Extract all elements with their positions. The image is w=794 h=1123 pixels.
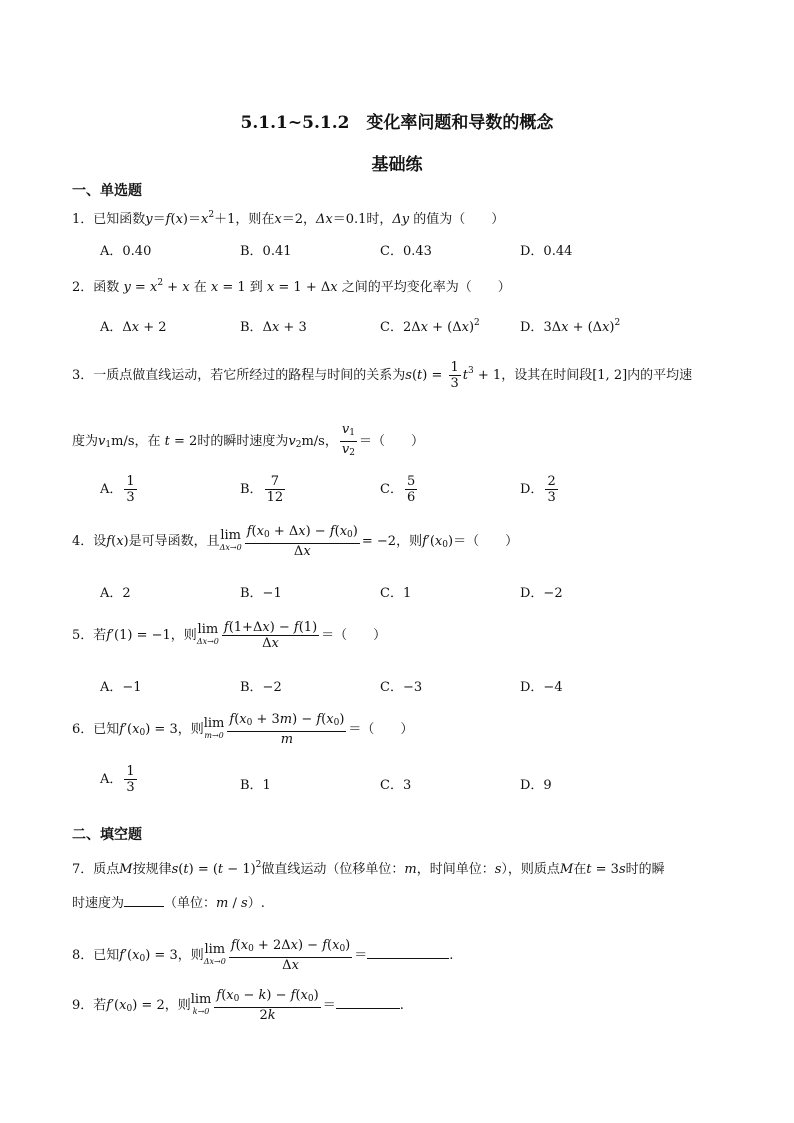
question-number: 6． xyxy=(72,722,94,737)
option-d[interactable]: D．$3\Delta x + (\Delta x)^2$ xyxy=(520,318,621,335)
question-text: ＝（ ） xyxy=(453,534,519,549)
option-d[interactable]: D．−4 xyxy=(520,680,563,695)
question-number: 4． xyxy=(72,534,94,549)
question-text: . xyxy=(449,948,454,963)
question-4: 4．设f(x)是可导函数，且 lim Δx→0 $\frac{f(x_0 + \Delta x) - f(x_0)}{\Delta x}$ = −2，则$f'(x_0)=$（ ） xyxy=(72,524,519,559)
section-heading-single-choice: 一、单选题 xyxy=(72,183,142,199)
question-text: 之间的平均变化率为（ ） xyxy=(341,280,511,295)
question-text: 度为 xyxy=(72,434,99,449)
question-text: ＝（ ） xyxy=(321,628,387,643)
question-1: 1．已知函数$y=f(x)=x^2+1$，则在x＝2，Δx＝0.1时，Δy 的值为（ ） xyxy=(72,210,505,227)
question-text: ＝（ ） xyxy=(358,434,424,449)
question-text: 函数 xyxy=(93,280,120,295)
question-3-line-1: 3．一质点做直线运动，若它所经过的路程与时间的关系为s(t) = $\frac{1}{3}$ $t^3 + 1$，设其在时间段[1, 2]内的平均速 xyxy=(72,360,693,391)
option-a[interactable]: A． $\frac{1}{3}$ xyxy=(100,474,135,505)
question-text: 质点 xyxy=(93,862,120,877)
section-heading-fill-blank: 二、填空题 xyxy=(72,827,142,843)
question-text: 时， xyxy=(366,212,393,227)
question-text: 一质点做直线运动，若它所经过的路程与时间的关系为 xyxy=(93,368,406,383)
question-number: 9． xyxy=(72,998,94,1013)
question-text: 时的瞬时速度为 xyxy=(197,434,289,449)
option-b[interactable]: B．1 xyxy=(240,778,271,793)
question-5: 5．若f′(1) = −1，则 lim Δx→0 $\frac{f(1+\Delta x) - f(1)}{\Delta x}$ ＝（ ） xyxy=(72,620,387,651)
question-text: 到 xyxy=(249,280,263,295)
question-text: 已知函数 xyxy=(93,212,146,227)
question-number: 8． xyxy=(72,948,94,963)
question-text: ，时间单位： xyxy=(416,862,495,877)
option-b[interactable]: B．−1 xyxy=(240,586,282,601)
question-text: 在 xyxy=(193,280,207,295)
question-7-line-1: 7．质点M按规律$s(t) = (t - 1)^2$做直线运动（位移单位：m，时间单位：s），则质点M在t = 3s时的瞬 xyxy=(72,860,665,877)
option-b[interactable]: B． $\frac{7}{12}$ xyxy=(240,474,284,505)
option-c[interactable]: C．$2\Delta x + (\Delta x)^2$ xyxy=(380,318,480,335)
question-text: 内的平均速 xyxy=(627,368,693,383)
question-text: ＝ xyxy=(322,998,336,1013)
question-text: 做直线运动（位移单位： xyxy=(261,862,405,877)
option-c[interactable]: C．3 xyxy=(380,778,412,793)
answer-blank[interactable] xyxy=(124,894,164,907)
option-d[interactable]: D．9 xyxy=(520,778,552,793)
question-text: （单位： xyxy=(164,896,217,911)
question-7-line-2: 时速度为 （单位：m / s）. xyxy=(72,896,265,911)
question-2: 2．函数 $y = x^2 + x$ 在 x = 1 到 x = 1 + Δx 之间的平均变化率为（ ） xyxy=(72,278,511,295)
answer-blank[interactable] xyxy=(336,996,400,1009)
question-text: 在 xyxy=(573,862,587,877)
question-text: ，则 xyxy=(177,722,204,737)
option-b[interactable]: B．0.41 xyxy=(240,244,292,259)
question-text: ，则 xyxy=(177,948,204,963)
option-d[interactable]: D．0.44 xyxy=(520,244,573,259)
option-c[interactable]: C．0.43 xyxy=(380,244,432,259)
question-number: 1． xyxy=(72,212,94,227)
question-number: 3． xyxy=(72,368,94,383)
question-9: 9．若$f'(x_0) = 2$，则 lim k→0 $\frac{f(x_0 - k) - f(x_0)}{2k}$ ＝ . xyxy=(72,988,404,1023)
question-8: 8．已知$f'(x_0) = 3$，则 lim Δx→0 $\frac{f(x_0 + 2\Delta x) - f(x_0)}{\Delta x}$ ＝ . xyxy=(72,938,454,973)
question-text: 设 xyxy=(93,534,107,549)
question-text: ＝ xyxy=(354,948,368,963)
question-number: 7． xyxy=(72,862,94,877)
option-c[interactable]: C．−3 xyxy=(380,680,423,695)
question-6: 6．已知$f'(x_0) = 3$，则 lim m→0 $\frac{f(x_0 + 3m) - f(x_0)}{m}$ ＝（ ） xyxy=(72,712,414,747)
question-3-line-2: 度为$v_1m/s$，在 t = 2时的瞬时速度为$v_2m/s$， $\frac{v_1}{v_2}$ ＝（ ） xyxy=(72,422,424,461)
option-d[interactable]: D．−2 xyxy=(520,586,563,601)
question-text: ，则 xyxy=(396,534,423,549)
option-a[interactable]: A．Δx + 2 xyxy=(100,320,167,335)
question-text: ， xyxy=(324,434,338,449)
option-a[interactable]: A．−1 xyxy=(100,680,142,695)
question-text: 的值为（ ） xyxy=(413,212,505,227)
page-title: 5.1.1~5.1.2 变化率问题和导数的概念 xyxy=(240,113,554,133)
question-text: . xyxy=(399,998,404,1013)
question-text: ），则质点 xyxy=(501,862,560,877)
question-text: 若 xyxy=(93,628,107,643)
question-text: ，则在 xyxy=(235,212,275,227)
option-a[interactable]: A． $\frac{1}{3}$ xyxy=(100,764,135,795)
question-text: ）. xyxy=(247,896,265,911)
question-text: 若 xyxy=(93,998,107,1013)
question-text: ，设其在时间段 xyxy=(501,368,593,383)
question-text: 时的瞬 xyxy=(625,862,665,877)
question-text: 是可导函数，且 xyxy=(128,534,220,549)
fraction: $\frac{1}{3}$ xyxy=(450,360,459,391)
question-text: ＝（ ） xyxy=(348,722,414,737)
option-c[interactable]: C． $\frac{5}{6}$ xyxy=(380,474,416,505)
option-c[interactable]: C．1 xyxy=(380,586,412,601)
question-text: ，在 xyxy=(134,434,161,449)
question-number: 5． xyxy=(72,628,94,643)
option-b[interactable]: B．Δx + 3 xyxy=(240,320,307,335)
question-text: ，则 xyxy=(164,998,191,1013)
option-b[interactable]: B．−2 xyxy=(240,680,282,695)
page-subtitle: 基础练 xyxy=(371,155,423,175)
question-text: ，则 xyxy=(170,628,197,643)
option-a[interactable]: A．0.40 xyxy=(100,244,152,259)
question-text: 已知 xyxy=(93,948,120,963)
question-text: 已知 xyxy=(93,722,120,737)
option-d[interactable]: D． $\frac{2}{3}$ xyxy=(520,474,556,505)
question-text: 时速度为 xyxy=(72,896,125,911)
answer-blank[interactable] xyxy=(367,946,449,959)
option-a[interactable]: A．2 xyxy=(100,586,131,601)
question-number: 2． xyxy=(72,280,94,295)
fraction: $\frac{v_1}{v_2}$ xyxy=(341,422,355,458)
question-text: 按规律 xyxy=(132,862,172,877)
